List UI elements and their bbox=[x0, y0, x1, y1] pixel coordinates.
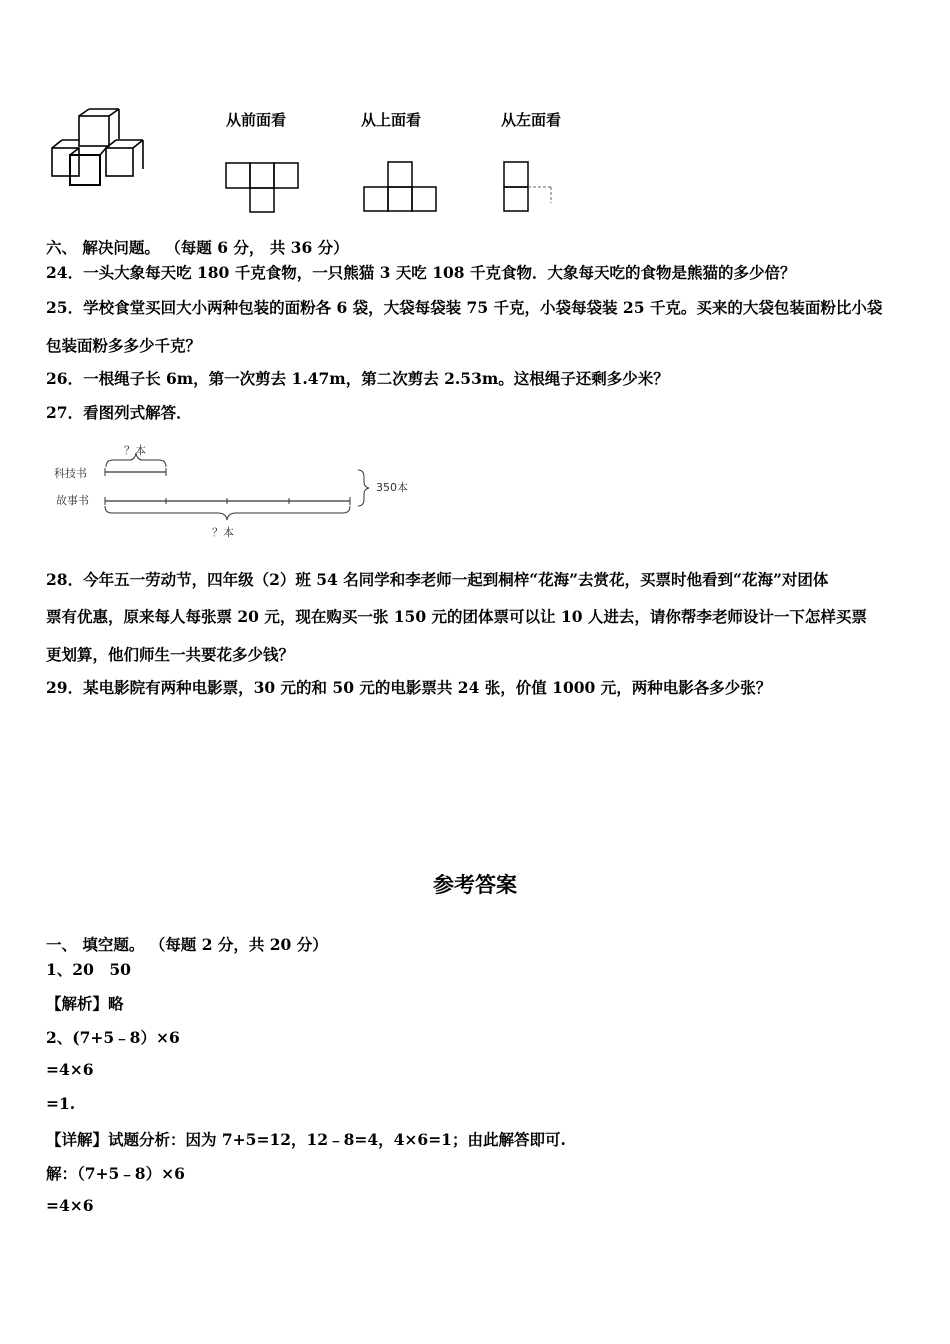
story-books-label: 故事书 bbox=[56, 494, 89, 507]
answers-title: 参考答案 bbox=[433, 873, 517, 897]
right-brace bbox=[358, 470, 369, 506]
cube-stack-figure bbox=[46, 105, 156, 190]
question-24: 24．一头大象每天吃 180 千克食物，一只熊猫 3 天吃 108 千克食物．大象每天吃的食物是熊猫的多少倍？ bbox=[46, 263, 796, 282]
left-view-drawing bbox=[498, 155, 558, 217]
question-27-diagram bbox=[46, 440, 426, 550]
answers-section1-heading: 一、 填空题。 （每题 2 分，共 20 分） bbox=[46, 935, 328, 954]
answer-2-line1: 2、(7+5﹣8）×6 bbox=[46, 1028, 180, 1047]
bottom-brace-label: ？本 bbox=[212, 526, 234, 539]
question-26: 26．一根绳子长 6m，第一次剪去 1.47m，第二次剪去 2.53m。这根绳子还剩多少米？ bbox=[46, 369, 669, 388]
answer-2-line2: =4×6 bbox=[46, 1060, 94, 1079]
question-25-line1: 25．学校食堂买回大小两种包装的面粉各 6 袋，大袋每袋装 75 千克，小袋每袋装 25 千克。买来的大袋包装面粉比小袋 bbox=[46, 298, 883, 317]
front-view-label: 从前面看 bbox=[226, 111, 287, 129]
question-27: 27．看图列式解答． bbox=[46, 403, 192, 422]
bottom-brace bbox=[105, 506, 350, 520]
question-25-line2: 包装面粉多多少千克？ bbox=[46, 336, 202, 355]
total-label: 350本 bbox=[376, 481, 408, 494]
answer-2-line3: =1. bbox=[46, 1094, 76, 1113]
answer-2-solution-line2: =4×6 bbox=[46, 1196, 94, 1215]
tech-books-label: 科技书 bbox=[54, 467, 87, 480]
question-28-line1: 28．今年五一劳动节，四年级（2）班 54 名同学和李老师一起到桐梓“花海”去赏花，买票时他看到“花海”对团体 bbox=[46, 570, 829, 589]
front-view-drawing bbox=[220, 155, 310, 217]
question-28-line3: 更划算，他们师生一共要花多少钱？ bbox=[46, 645, 295, 664]
top-view-drawing bbox=[358, 155, 448, 217]
answer-1-analysis: 【解析】略 bbox=[46, 994, 124, 1013]
answer-2-detail: 【详解】试题分析：因为 7+5=12，12﹣8=4，4×6=1；由此解答即可. bbox=[46, 1130, 566, 1149]
question-28-line2: 票有优惠，原来每人每张票 20 元，现在购买一张 150 元的团体票可以让 10 人进去，请你帮李老师设计一下怎样买票 bbox=[46, 607, 867, 626]
top-brace-label: ？本 bbox=[124, 444, 146, 457]
answer-2-solution-line1: 解：（7+5﹣8）×6 bbox=[46, 1164, 185, 1183]
question-29: 29．某电影院有两种电影票，30 元的和 50 元的电影票共 24 张，价值 1000 元，两种电影各多少张？ bbox=[46, 678, 772, 697]
section6-heading: 六、 解决问题。 （每题 6 分， 共 36 分） bbox=[46, 238, 349, 257]
top-view-label: 从上面看 bbox=[361, 111, 422, 129]
left-view-label: 从左面看 bbox=[501, 111, 562, 129]
answer-1: 1、20 50 bbox=[46, 960, 131, 979]
